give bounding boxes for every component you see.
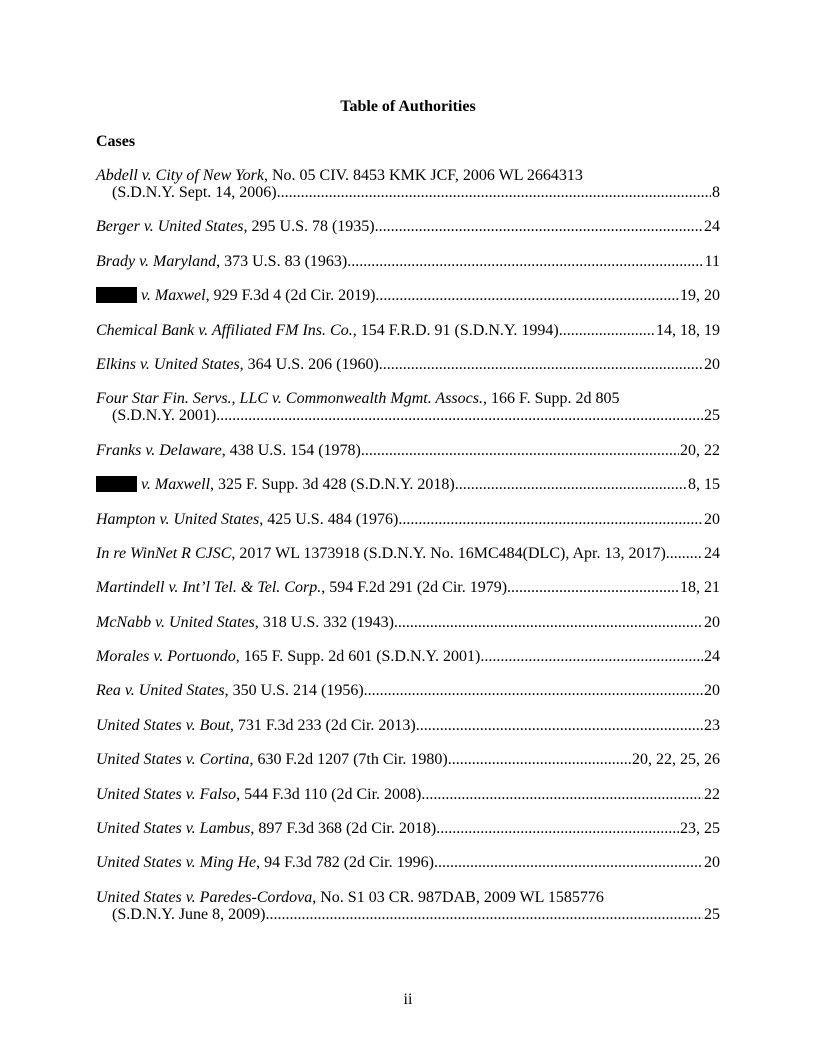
authority-entry: [96, 889, 720, 923]
citation: , 94 F.3d 782 (2d Cir. 1996): [256, 854, 434, 872]
authority-entry: [96, 648, 720, 665]
page-refs: 19, 20: [680, 287, 720, 305]
case-name: Rea v. United States: [96, 682, 225, 700]
page-refs: 20: [704, 854, 720, 872]
citation: , 438 U.S. 154 (1978): [221, 441, 361, 459]
page-refs: 20: [704, 355, 720, 373]
case-name: Elkins v. United States: [96, 355, 240, 373]
citation: , 165 F. Supp. 2d 601 (S.D.N.Y. 2001): [235, 648, 481, 666]
authority-entry: [96, 579, 720, 596]
citation: , 154 F.R.D. 91 (S.D.N.Y. 1994): [352, 321, 559, 339]
page-refs: 11: [704, 252, 720, 270]
section-heading-cases: Cases: [96, 133, 136, 150]
case-name: Hampton v. United States: [96, 510, 260, 528]
page-refs: 20, 22, 25, 26: [632, 751, 720, 769]
dot-leader: [421, 786, 703, 803]
case-name: Franks v. Delaware: [96, 441, 222, 459]
citation: , 295 U.S. 78 (1935): [243, 218, 375, 236]
citation: , 425 U.S. 484 (1976): [259, 510, 399, 528]
authorities-list: [96, 167, 720, 940]
page-refs: 24: [704, 648, 720, 666]
page-refs: 20: [704, 613, 720, 631]
authority-entry: [96, 218, 720, 235]
dot-leader: [507, 579, 679, 596]
authority-entry: [96, 751, 720, 768]
citation: , 897 F.3d 368 (2d Cir. 2018): [250, 820, 437, 838]
dot-leader: [434, 854, 703, 871]
citation: , 364 U.S. 206 (1960): [239, 355, 379, 373]
citation: , 350 U.S. 214 (1956): [224, 682, 364, 700]
citation: , 544 F.3d 110 (2d Cir. 2008): [236, 785, 422, 803]
case-name: McNabb v. United States: [96, 613, 255, 631]
case-name: United States v. Cortina: [96, 751, 250, 769]
authority-entry: [96, 322, 720, 339]
dot-leader: [455, 476, 687, 493]
page-refs: 8, 15: [688, 476, 720, 494]
case-name: Brady v. Maryland: [96, 252, 217, 270]
authority-entry: [96, 442, 720, 459]
page-refs: 25: [704, 407, 720, 425]
authority-entry: [96, 476, 720, 493]
dot-leader: [436, 820, 679, 837]
authority-entry: [96, 253, 720, 270]
page-number: ii: [403, 991, 413, 1008]
case-name: Chemical Bank v. Affiliated FM Ins. Co.: [96, 321, 353, 339]
page-refs: 14, 18, 19: [656, 321, 720, 339]
authority-entry: [96, 854, 720, 871]
dot-leader: [398, 511, 703, 528]
authority-entry: [96, 545, 720, 562]
dot-leader: [416, 717, 703, 734]
page-refs: 25: [704, 905, 720, 923]
citation: , 166 F. Supp. 2d 805: [482, 390, 620, 408]
page-title: Table of Authorities: [340, 98, 476, 115]
citation: , 929 F.3d 4 (2d Cir. 2019): [205, 287, 376, 305]
case-name: Abdell v. City of New York: [96, 167, 264, 184]
authority-entry: [96, 820, 720, 837]
page-refs: 22: [704, 785, 720, 803]
page-refs: 18, 21: [680, 579, 720, 597]
dot-leader: [277, 184, 711, 201]
authority-entry: [96, 614, 720, 631]
page-refs: 8: [712, 184, 720, 201]
authority-entry: [96, 511, 720, 528]
page-refs: 24: [704, 218, 720, 236]
citation: , 594 F.2d 291 (2d Cir. 1979): [321, 579, 508, 597]
case-name: Four Star Fin. Servs., LLC v. Commonwealth Mgmt. Assocs.: [96, 390, 483, 408]
dot-leader: [361, 442, 679, 459]
case-name: United States v. Ming He: [96, 854, 257, 872]
case-name: v. Maxwell: [141, 476, 211, 494]
citation: , 318 U.S. 332 (1943): [254, 613, 394, 631]
dot-leader: [559, 322, 655, 339]
dot-leader: [216, 407, 703, 424]
dot-leader: [375, 218, 703, 235]
dot-leader: [347, 253, 703, 270]
citation: , 731 F.3d 233 (2d Cir. 2013): [229, 716, 416, 734]
dot-leader: [379, 356, 703, 373]
citation: , 373 U.S. 83 (1963): [216, 252, 348, 270]
case-name: v. Maxwel: [141, 287, 206, 305]
authority-entry: [96, 356, 720, 373]
case-name: Martindell v. Int’l Tel. & Tel. Corp.: [96, 579, 322, 597]
redaction-box: [96, 476, 137, 492]
page-refs: 23, 25: [680, 820, 720, 838]
case-name: United States v. Lambus: [96, 820, 251, 838]
case-name: Morales v. Portuondo: [96, 648, 236, 666]
page-refs: 23: [704, 716, 720, 734]
dot-leader: [375, 287, 679, 304]
citation: , 325 F. Supp. 3d 428 (S.D.N.Y. 2018): [210, 476, 455, 494]
authority-entry: [96, 390, 720, 424]
citation-continued: (S.D.N.Y. Sept. 14, 2006): [112, 184, 277, 201]
page-refs: 20, 22: [680, 441, 720, 459]
authority-entry: [96, 717, 720, 734]
dot-leader: [265, 906, 703, 923]
case-name: Berger v. United States: [96, 218, 244, 236]
authority-entry: [96, 287, 720, 304]
case-name: In re WinNet R CJSC: [96, 544, 232, 562]
citation-continued: (S.D.N.Y. June 8, 2009): [112, 905, 266, 923]
page-refs: 24: [704, 544, 720, 562]
authority-entry: [96, 682, 720, 699]
citation: , No. 05 CIV. 8453 KMK JCF, 2006 WL 2664313: [264, 167, 583, 184]
citation: , 630 F.2d 1207 (7th Cir. 1980): [249, 751, 448, 769]
authority-entry: [96, 786, 720, 803]
case-name: United States v. Paredes-Cordova: [96, 888, 313, 906]
dot-leader: [364, 682, 703, 699]
dot-leader: [480, 648, 703, 665]
dot-leader: [666, 545, 703, 562]
dot-leader: [448, 751, 631, 768]
page-refs: 20: [704, 682, 720, 700]
page-refs: 20: [704, 510, 720, 528]
case-name: United States v. Falso: [96, 785, 237, 803]
redaction-box: [96, 287, 137, 303]
case-name: United States v. Bout: [96, 716, 230, 734]
authority-entry: [96, 167, 720, 201]
citation-continued: (S.D.N.Y. 2001): [112, 407, 217, 425]
citation: , 2017 WL 1373918 (S.D.N.Y. No. 16MC484(DLC), Apr. 13, 2017): [231, 544, 666, 562]
citation: , No. S1 03 CR. 987DAB, 2009 WL 1585776: [312, 888, 604, 906]
dot-leader: [394, 614, 703, 631]
